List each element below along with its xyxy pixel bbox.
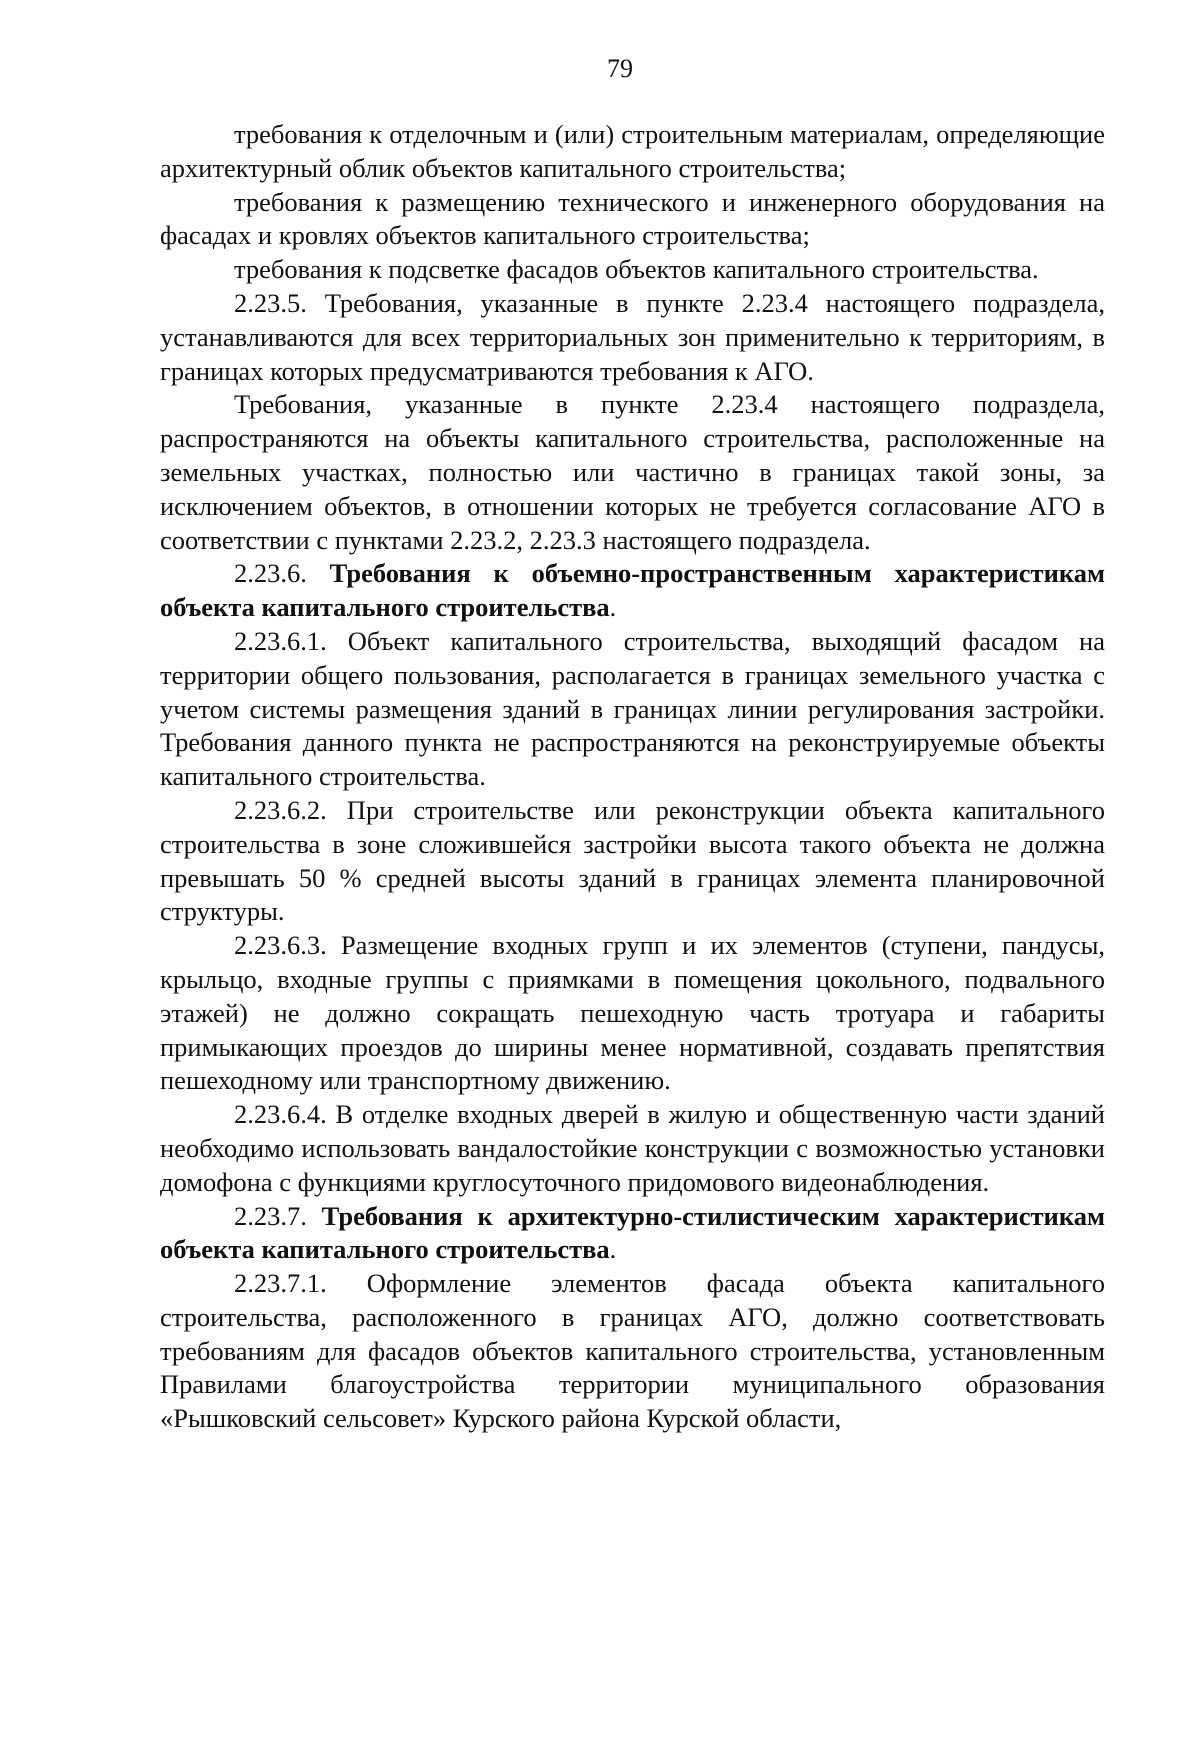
section-heading-2-23-7: [160, 1200, 1105, 1268]
heading-text: Требования к объемно-пространственным характеристикам объекта капитального строительства: [160, 558, 1105, 623]
document-body: [160, 118, 1105, 1436]
clause-number: 2.23.6.: [234, 558, 307, 589]
paragraph-2-23-6-1: 2.23.6.1. Объект капитального строительства, выходящий фасадом на территории общего пользования, располагается в границах земельного участка с учетом системы размещения зданий в границах линии регулирования застройки. Требования данного пункта не распространяются на реконструируемые объекты капитального строительства.: [160, 625, 1105, 792]
heading-tail: .: [609, 592, 617, 623]
paragraph-2-23-5-scope: Требования, указанные в пункте 2.23.4 настоящего подраздела, распространяются на объекты капитального строительства, расположенные на земельных участках, полностью или частично в границах такой зоны, за исключением объектов, в отношении которых не требуется согласование АГО в соответствии с пунктами 2.23.2, 2.23.3 настоящего подраздела.: [160, 389, 1105, 555]
paragraph-2-23-6-2: 2.23.6.2. При строительстве или реконструкции объекта капитального строительства в зоне сложившейся застройки высота такого объекта не должна превышать 50 % средней высоты зданий в границах элемента планировочной структуры.: [160, 794, 1105, 927]
paragraph-facade-materials: требования к отделочным и (или) строительным материалам, определяющие архитектурный облик объектов капитального строительства;: [160, 119, 1105, 183]
paragraph-2-23-6-3: 2.23.6.3. Размещение входных групп и их элементов (ступени, пандусы, крыльцо, входные группы с приямками в помещения цокольного, подвального этажей) не должно сокращать пешеходную часть тротуара и габариты примыкающих проездов до ширины менее нормативной, создавать препятствия пешеходному или транспортному движению.: [160, 930, 1105, 1096]
paragraph-2-23-5: 2.23.5. Требования, указанные в пункте 2.23.4 настоящего подраздела, устанавливаются для всех территориальных зон применительно к территориям, в границах которых предусматриваются требования к АГО.: [160, 287, 1105, 386]
clause-number: 2.23.7.: [234, 1200, 307, 1231]
paragraph-equipment-placement: требования к размещению технического и инженерного оборудования на фасадах и кровлях объектов капитального строительства;: [160, 186, 1105, 251]
paragraph-2-23-6-4: 2.23.6.4. В отделке входных дверей в жилую и общественную части зданий необходимо использовать вандалостойкие конструкции с возможностью установки домофона с функциями круглосуточного придомового видеонаблюдения.: [160, 1099, 1105, 1197]
heading-tail: .: [609, 1234, 617, 1265]
paragraph-2-23-7-1: 2.23.7.1. Оформление элементов фасада объекта капитального строительства, расположенного в границах АГО, должно соответствовать требованиям для фасадов объектов капитального строительства, установленным Правилами благоустройства территории муниципального образования «Рышковский сельсовет» Курского района Курской области,: [160, 1268, 1105, 1434]
page-number: 79: [607, 54, 633, 83]
paragraph-facade-lighting: требования к подсветке фасадов объектов капитального строительства.: [234, 254, 1039, 285]
heading-text: Требования к архитектурно-стилистическим характеристикам объекта капитального строительства: [160, 1200, 1105, 1265]
section-heading-2-23-6: [160, 557, 1105, 625]
